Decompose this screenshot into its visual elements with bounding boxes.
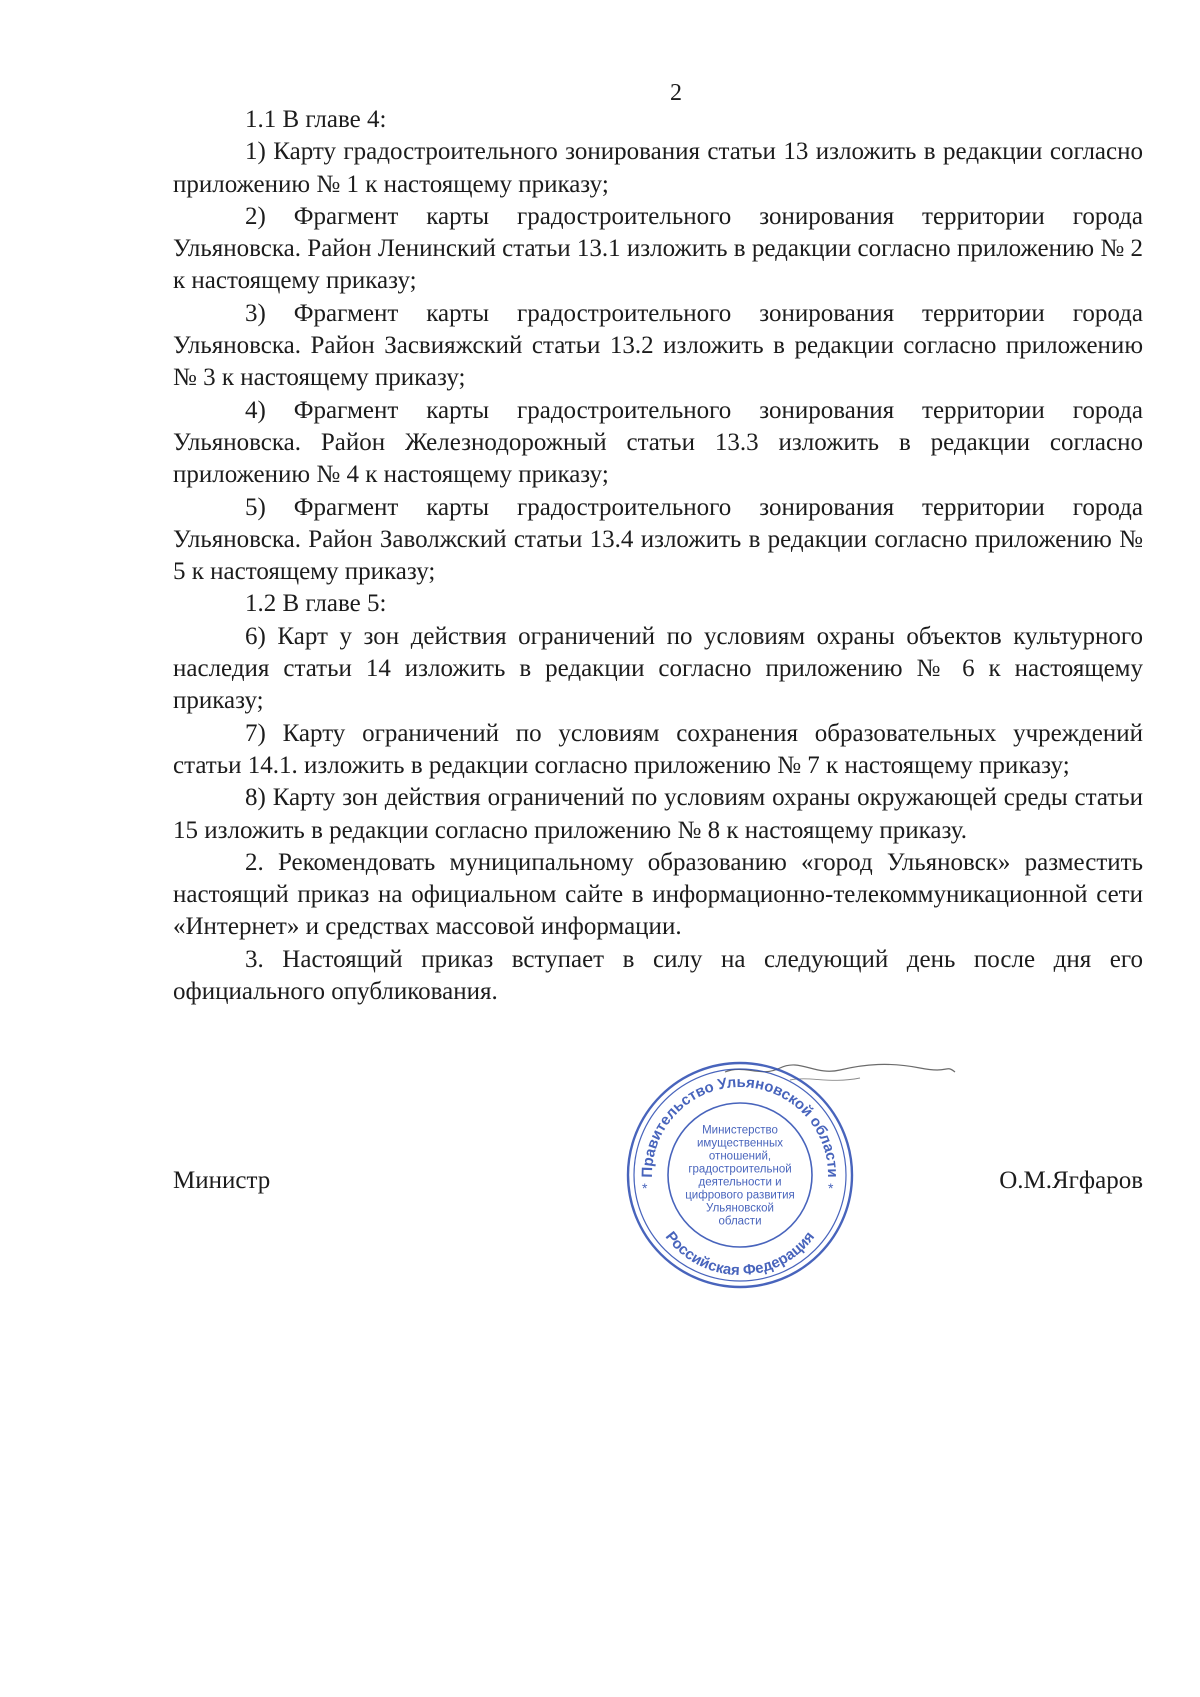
- page-number: 2: [670, 80, 682, 106]
- signatory-title: Министр: [173, 1167, 271, 1194]
- paragraph-effective-date: 3. Настоящий приказ вступает в силу на следующий день после дня его официального опубликования.: [173, 945, 1143, 1006]
- seal-outer-bottom-text: Российская Федерация: [661, 1228, 819, 1280]
- seal-inner-line: Ульяновской: [706, 1202, 774, 1215]
- seal-outer-top-text: Правительство Ульяновской области: [638, 1073, 842, 1178]
- paragraph-item-4: 4) Фрагмент карты градостроительного зонирования территории города Ульяновска. Район Железнодорожный статьи 13.3 изложить в редакции согласно приложению № 4 к настоящему приказу;: [173, 396, 1143, 489]
- document-body: [173, 104, 1143, 1008]
- paragraph-item-7: 7) Карту ограничений по условиям сохранения образовательных учреждений статьи 14.1. изложить в редакции согласно приложению № 7 к настоящему приказу;: [173, 719, 1143, 779]
- paragraph-item-6: 6) Карт у зон действия ограничений по условиям охраны объектов культурного наследия статьи 14 изложить в редакции согласно приложению № 6 к настоящему приказу;: [173, 622, 1143, 715]
- paragraph-item-1: 1) Карту градостроительного зонирования статьи 13 изложить в редакции согласно приложению № 1 к настоящему приказу;: [173, 138, 1143, 198]
- paragraph-item-8: 8) Карту зон действия ограничений по условиям охраны окружающей среды статьи 15 изложить в редакции согласно приложению № 8 к настоящему приказу.: [173, 784, 1143, 844]
- seal-inner-line: отношений,: [708, 1150, 772, 1163]
- paragraph-item-2: 2) Фрагмент карты градостроительного зонирования территории города Ульяновска. Район Ленинский статьи 13.1 изложить в редакции согласно приложению № 2 к настоящему приказу;: [173, 202, 1143, 295]
- seal-inner-line: деятельности и: [698, 1176, 782, 1189]
- paragraph-item-5: 5) Фрагмент карты градостроительного зонирования территории города Ульяновска. Район Заволжский статьи 13.4 изложить в редакции согласно приложению № 5 к настоящему приказу;: [173, 493, 1143, 586]
- seal-star-left-icon: *: [642, 1180, 648, 1196]
- seal-inner-line: области: [718, 1215, 762, 1228]
- seal-inner-line: Министерство: [702, 1124, 778, 1137]
- seal-star-right-icon: *: [828, 1180, 834, 1196]
- seal-inner-line: цифрового развития: [685, 1189, 795, 1202]
- paragraph-chapter-5: 1.2 В главе 5:: [245, 590, 387, 618]
- paragraph-chapter-4: 1.1 В главе 4:: [245, 106, 387, 133]
- seal-inner-line: градостроительной: [688, 1163, 792, 1176]
- signatory-name: О.М.Ягфаров: [999, 1167, 1143, 1194]
- paragraph-recommendation: 2. Рекомендовать муниципальному образованию «город Ульяновск» разместить настоящий приказ на официальном сайте в информационно-телекоммуникационной сети «Интернет» и средствах массовой информации.: [173, 848, 1143, 941]
- signature-block: [173, 1165, 1143, 1205]
- seal-inner-line: имущественных: [696, 1137, 784, 1150]
- paragraph-item-3: 3) Фрагмент карты градостроительного зонирования территории города Ульяновска. Район Засвияжский статьи 13.2 изложить в редакции согласно приложению № 3 к настоящему приказу;: [173, 299, 1143, 392]
